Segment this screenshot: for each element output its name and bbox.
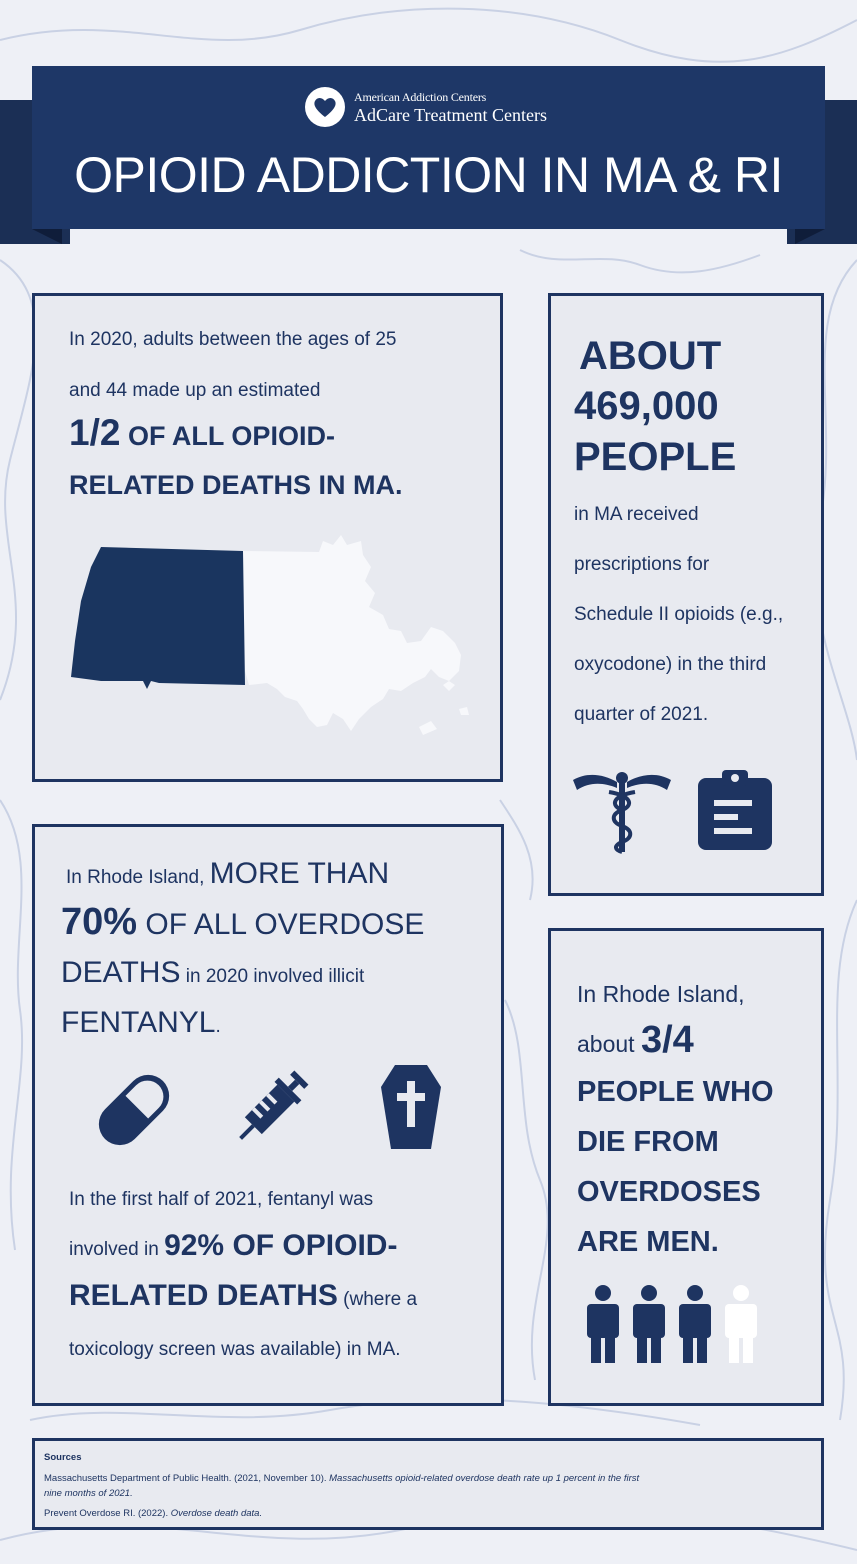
card1-line2: and 44 made up an estimated bbox=[69, 380, 321, 401]
logo-line1: American Addiction Centers bbox=[354, 89, 487, 104]
card3-l2-rest: OF ALL OVERDOSE bbox=[137, 908, 425, 941]
people-icons bbox=[587, 1285, 787, 1365]
coffin-icon bbox=[381, 1065, 441, 1149]
card2-l4: oxycodone) in the third bbox=[574, 654, 767, 675]
card1-stat-line bbox=[69, 412, 335, 454]
source-1-author: Massachusetts Department of Public Health. (2021, November 10). bbox=[44, 1473, 330, 1484]
person-empty-icon bbox=[725, 1285, 757, 1365]
card3-l3-rest: in 2020 involved illicit bbox=[180, 966, 365, 987]
sources-heading: Sources bbox=[44, 1452, 82, 1463]
card2-big3: PEOPLE bbox=[574, 435, 737, 479]
card2-big1: ABOUT bbox=[579, 334, 722, 378]
card3-line3 bbox=[61, 956, 364, 990]
card3-line4 bbox=[61, 1006, 221, 1040]
card2-l3: Schedule II opioids (e.g., bbox=[574, 604, 784, 625]
source-2 bbox=[44, 1508, 262, 1519]
card1-line4: RELATED DEATHS IN MA. bbox=[69, 470, 403, 500]
card3-b2-pre: involved in bbox=[69, 1239, 165, 1260]
source-1-title-cont: nine months of 2021. bbox=[44, 1488, 133, 1499]
card3-b1: In the first half of 2021, fentanyl was bbox=[69, 1189, 374, 1210]
source-1-title: Massachusetts opioid-related overdose death rate up 1 percent in the first bbox=[329, 1473, 640, 1484]
brand-logo[interactable] bbox=[304, 86, 547, 128]
page-title: OPIOID ADDICTION IN MA & RI bbox=[74, 147, 783, 203]
caduceus-icon bbox=[573, 770, 671, 854]
card-ri-men bbox=[548, 928, 824, 1406]
massachusetts-map bbox=[71, 531, 471, 761]
card3-b2 bbox=[69, 1229, 397, 1263]
card3-b3-rest: (where a bbox=[337, 1289, 418, 1310]
ribbon-fold-right bbox=[795, 229, 825, 244]
card3-l3-big: DEATHS bbox=[61, 956, 181, 989]
card3-stat: 70% bbox=[61, 901, 138, 943]
card3-l4-rest: . bbox=[215, 1016, 221, 1037]
card4-l6: ARE MEN. bbox=[577, 1226, 719, 1258]
card4-l5: OVERDOSES bbox=[577, 1176, 761, 1208]
person-filled-icon bbox=[633, 1285, 665, 1365]
source-1-cont bbox=[44, 1488, 133, 1499]
card4-line2 bbox=[577, 1019, 694, 1062]
card3-line2 bbox=[61, 901, 424, 944]
card3-b2-big: 92% OF OPIOID- bbox=[164, 1229, 398, 1262]
card4-l2-pre: about bbox=[577, 1031, 641, 1057]
card2-l5: quarter of 2021. bbox=[574, 704, 709, 725]
source-2-author: Prevent Overdose RI. (2022). bbox=[44, 1508, 171, 1519]
card4-stat: 3/4 bbox=[640, 1019, 694, 1061]
card3-l1-big: MORE THAN bbox=[209, 857, 390, 890]
card-ma-prescriptions bbox=[548, 293, 824, 896]
header-banner bbox=[32, 66, 825, 229]
card1-stat-rest: OF ALL OPIOID- bbox=[120, 421, 335, 451]
card-ma-age-stat bbox=[32, 293, 503, 782]
card-ri-fentanyl bbox=[32, 824, 504, 1406]
source-1 bbox=[44, 1473, 639, 1484]
pill-capsule-icon bbox=[91, 1067, 177, 1153]
card3-b3 bbox=[69, 1279, 417, 1313]
card2-l1: in MA received bbox=[574, 504, 699, 525]
syringe-icon bbox=[231, 1067, 311, 1149]
logo-line2: AdCare Treatment Centers bbox=[354, 104, 547, 125]
card3-l4-big: FENTANYL bbox=[61, 1006, 216, 1039]
card2-l2: prescriptions for bbox=[574, 554, 710, 575]
person-filled-icon bbox=[587, 1285, 619, 1365]
heart-logo-icon bbox=[304, 86, 346, 128]
ribbon-fold-left bbox=[32, 229, 62, 244]
person-filled-icon bbox=[679, 1285, 711, 1365]
source-2-title: Overdose death data. bbox=[170, 1508, 263, 1519]
card4-l1: In Rhode Island, bbox=[577, 981, 745, 1007]
clipboard-icon bbox=[698, 770, 772, 850]
card1-line1: In 2020, adults between the ages of 25 bbox=[69, 329, 397, 350]
card3-b4: toxicology screen was available) in MA. bbox=[69, 1339, 401, 1360]
card4-l3: PEOPLE WHO bbox=[577, 1076, 774, 1108]
card3-l1-pre: In Rhode Island, bbox=[66, 867, 210, 888]
card2-big2: 469,000 bbox=[574, 384, 719, 428]
card4-l4: DIE FROM bbox=[577, 1126, 719, 1158]
card3-b3-big: RELATED DEATHS bbox=[69, 1279, 338, 1312]
card1-stat: 1/2 bbox=[69, 412, 121, 453]
card3-line1 bbox=[66, 857, 389, 891]
sources-box bbox=[32, 1438, 824, 1530]
